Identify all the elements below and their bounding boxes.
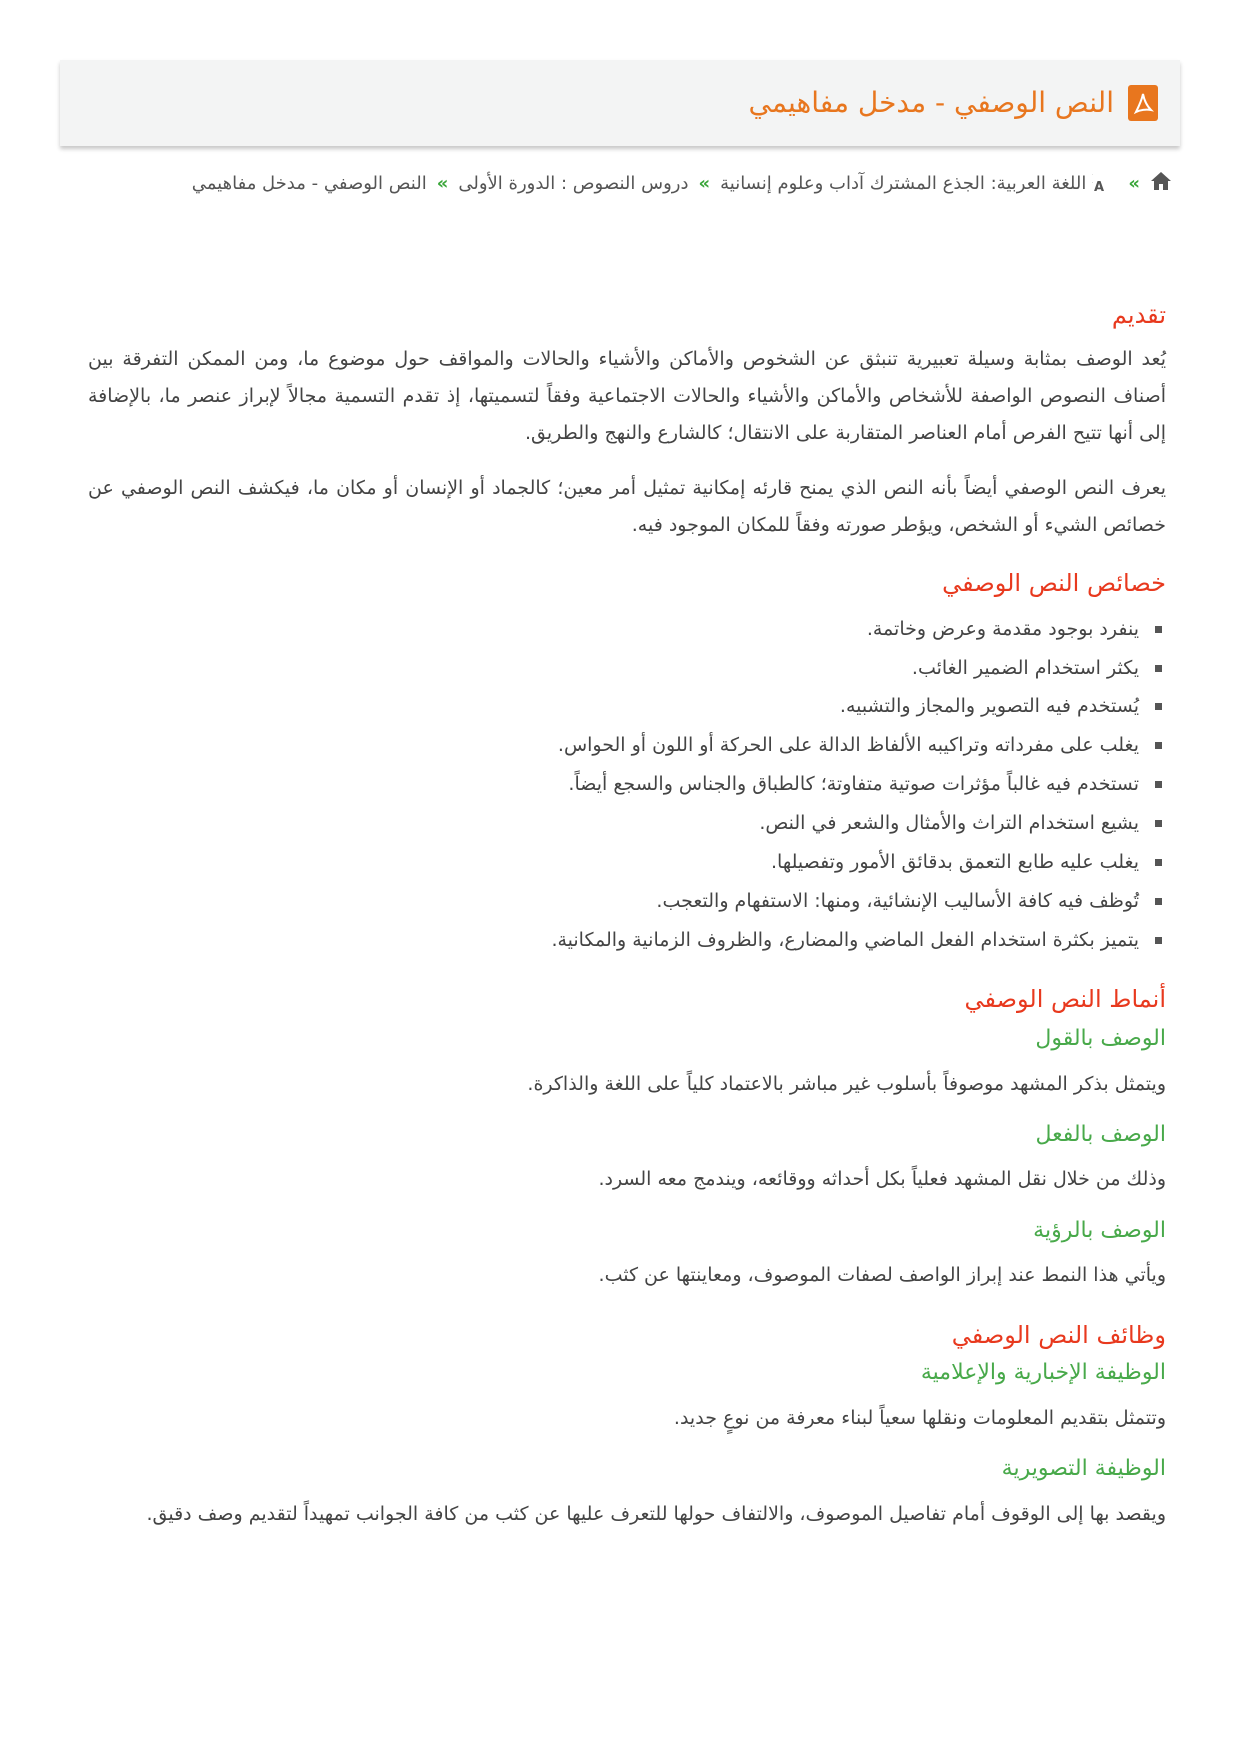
list-item xyxy=(88,726,1166,765)
article-content xyxy=(88,300,1166,1533)
list-item xyxy=(88,687,1166,726)
vision-paragraph: ويأتي هذا النمط عند إبراز الواصف لصفات الموصوف، ومعاينتها عن كثب. xyxy=(598,1264,1166,1287)
bullet-icon xyxy=(1155,898,1162,905)
bullet-icon xyxy=(1155,742,1162,749)
section-heading-intro: تقديم xyxy=(1111,301,1166,329)
breadcrumb-item-current: النص الوصفي - مدخل مفاهيمي xyxy=(191,172,427,194)
bullet-icon xyxy=(1155,820,1162,827)
list-item xyxy=(88,649,1166,688)
breadcrumb-separator: » xyxy=(1128,172,1140,194)
list-item-text: يُستخدم فيه التصوير والمجاز والتشبيه. xyxy=(839,695,1139,718)
list-item-text: يغلب على مفرداته وتراكيبه الألفاظ الدالة على الحركة أو اللون أو الحواس. xyxy=(557,734,1139,757)
intro-paragraph-2: يعرف النص الوصفي أيضاً بأنه النص الذي يمنح قارئه إمكانية تمثيل أمر معين؛ كالجماد أو الإنسان أو مكان ما، فيكشف النص الوصفي عن خصائص الشيء أو الشخص، ويؤطر صورته وفقاً للمكان الموجود فيه. xyxy=(88,477,1166,537)
svg-text:A: A xyxy=(1094,179,1105,192)
breadcrumb-item-subject[interactable]: اللغة العربية: الجذع المشترك آداب وعلوم إنسانية xyxy=(720,172,1087,194)
list-item xyxy=(88,882,1166,921)
translate-icon xyxy=(1092,170,1118,197)
breadcrumb-separator: » xyxy=(436,172,449,194)
list-item-text: تستخدم فيه غالباً مؤثرات صوتية متفاوتة؛ كالطباق والجناس والسجع أيضاً. xyxy=(568,773,1139,796)
bullet-icon xyxy=(1155,626,1162,633)
list-item-text: يتميز بكثرة استخدام الفعل الماضي والمضارع، والظروف الزمانية والمكانية. xyxy=(551,929,1139,952)
sub-heading-informative: الوظيفة الإخبارية والإعلامية xyxy=(920,1360,1166,1386)
pdf-icon[interactable] xyxy=(1128,85,1158,121)
intro-paragraph-1: يُعد الوصف بمثابة وسيلة تعبيرية تنبثق عن الشخوص والأماكن والأشياء والحالات والمواقف حول موضوع ما، ومن الممكن التفرقة بين أصناف النصوص الواصفة للأشخاص والأماكن والأشياء والحالات الاجتماعية وفقاً لتسميتها، إذ تقدم التسمية مجالاً لإبراز عنصر ما، بالإضافة إلى أنها تتيح الفرص أمام العناصر المتقاربة على الانتقال؛ كالشارع والنهج والطريق. xyxy=(88,348,1166,445)
list-item xyxy=(88,804,1166,843)
speech-paragraph: ويتمثل بذكر المشهد موصوفاً بأسلوب غير مباشر بالاعتماد كلياً على اللغة والذاكرة. xyxy=(527,1072,1166,1095)
sub-heading-speech: الوصف بالقول xyxy=(1035,1026,1166,1052)
home-icon[interactable] xyxy=(1150,171,1172,196)
section-heading-features: خصائص النص الوصفي xyxy=(942,569,1166,598)
sub-heading-action: الوصف بالفعل xyxy=(1035,1121,1166,1147)
breadcrumb-separator: » xyxy=(698,172,711,194)
sub-heading-pictorial: الوظيفة التصويرية xyxy=(1001,1455,1166,1481)
breadcrumb-item-category[interactable]: دروس النصوص : الدورة الأولى xyxy=(458,172,689,194)
list-item xyxy=(88,843,1166,882)
page-header xyxy=(60,60,1180,146)
list-item-text: يغلب عليه طابع التعمق بدقائق الأمور وتفصيلها. xyxy=(770,851,1139,874)
section-heading-types: أنماط النص الوصفي xyxy=(964,985,1166,1014)
breadcrumb xyxy=(60,168,1172,198)
list-item xyxy=(88,765,1166,804)
section-heading-functions: وظائف النص الوصفي xyxy=(951,1321,1166,1350)
bullet-icon xyxy=(1155,859,1162,866)
svg-text:文 xyxy=(1092,171,1093,185)
page-title: النص الوصفي - مدخل مفاهيمي xyxy=(748,86,1114,119)
list-item xyxy=(88,610,1166,649)
list-item-text: يشيع استخدام التراث والأمثال والشعر في النص. xyxy=(759,812,1139,835)
pictorial-paragraph: ويقصد بها إلى الوقوف أمام تفاصيل الموصوف، والالتفاف حولها للتعرف عليها عن كثب من كافة الجوانب تمهيداً لتقديم وصف دقيق. xyxy=(146,1502,1166,1525)
action-paragraph: وذلك من خلال نقل المشهد فعلياً بكل أحداثه ووقائعه، ويندمج معه السرد. xyxy=(598,1168,1166,1191)
bullet-icon xyxy=(1155,781,1162,788)
list-item-text: يكثر استخدام الضمير الغائب. xyxy=(911,656,1139,679)
bullet-icon xyxy=(1155,937,1162,944)
list-item-text: ينفرد بوجود مقدمة وعرض وخاتمة. xyxy=(866,617,1139,640)
list-item xyxy=(88,921,1166,960)
bullet-icon xyxy=(1155,665,1162,672)
features-list xyxy=(88,610,1166,960)
informative-paragraph: وتتمثل بتقديم المعلومات ونقلها سعياً لبناء معرفة من نوعٍ جديد. xyxy=(673,1406,1166,1429)
bullet-icon xyxy=(1155,703,1162,710)
list-item-text: تُوظف فيه كافة الأساليب الإنشائية، ومنها: الاستفهام والتعجب. xyxy=(656,890,1139,913)
sub-heading-vision: الوصف بالرؤية xyxy=(1033,1217,1166,1243)
